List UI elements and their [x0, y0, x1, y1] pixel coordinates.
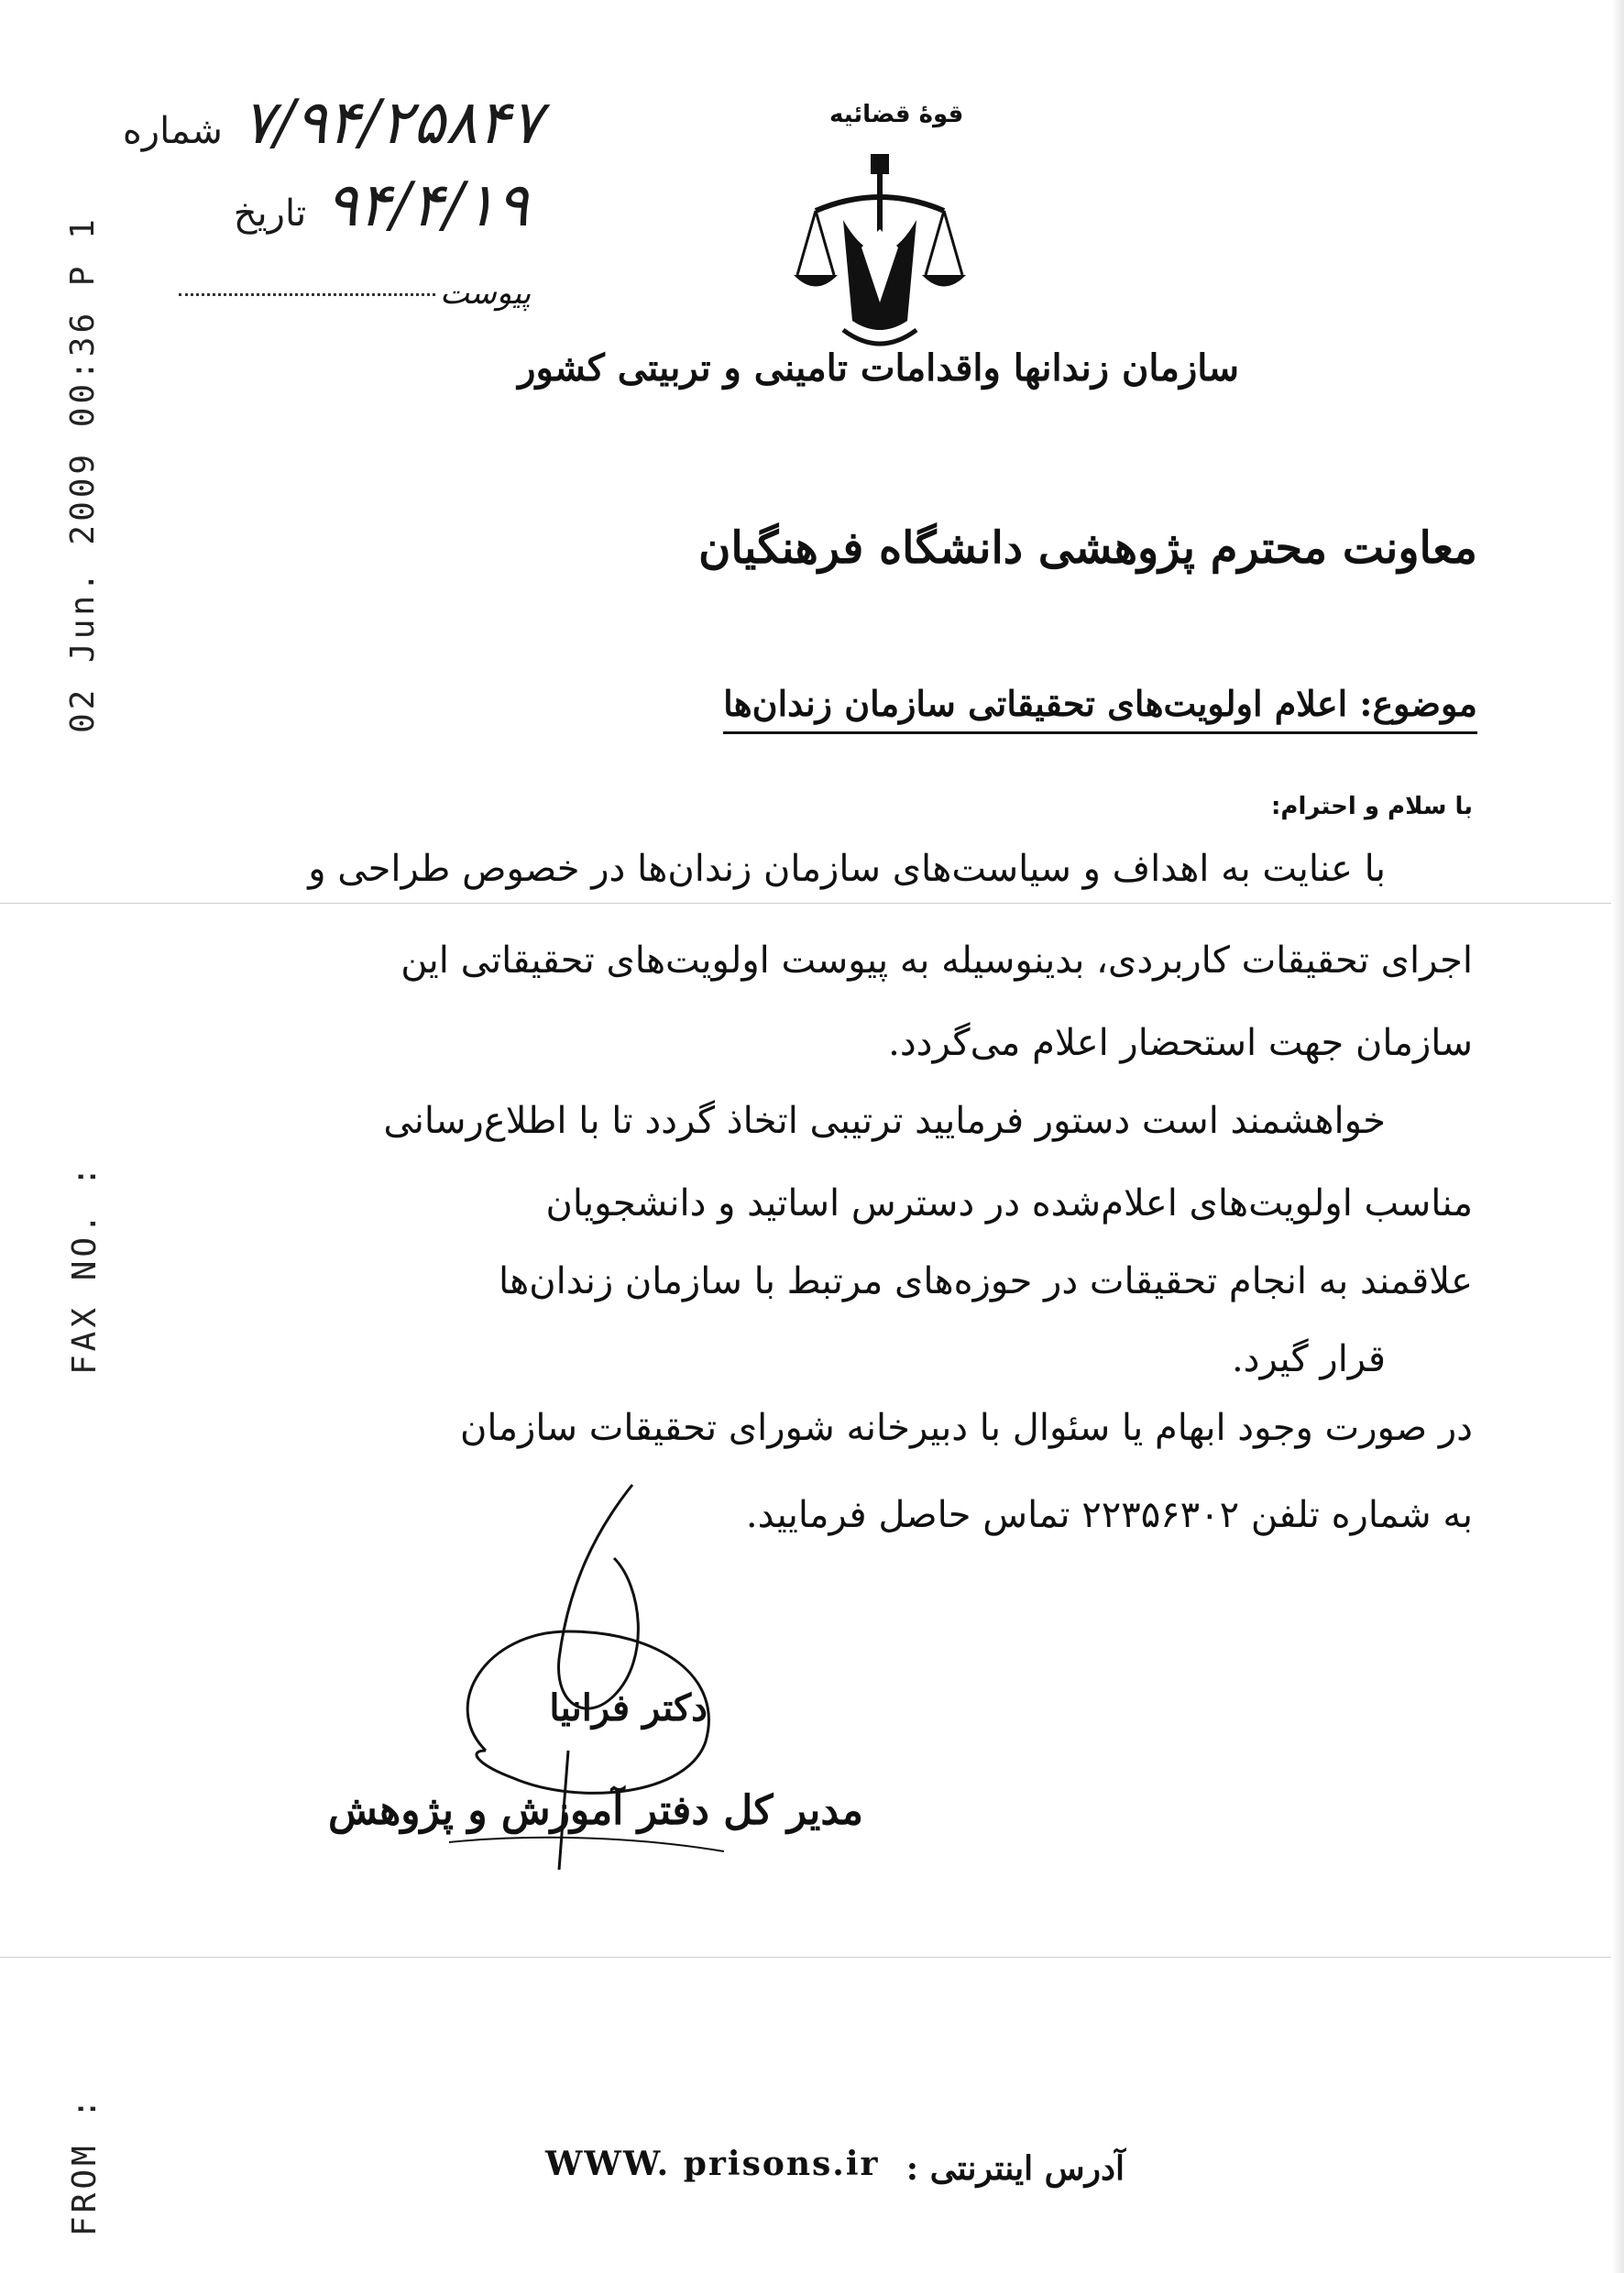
judiciary-title: قوهٔ قضائیه: [829, 101, 964, 128]
fax-fold-line: [0, 903, 1624, 904]
letter-number-value: ۷/۹۴/۲۵۸۴۷: [241, 87, 543, 158]
recipient: معاونت محترم پژوهشی دانشگاه فرهنگیان: [698, 522, 1477, 574]
body-line: با عنایت به اهداف و سیاست‌های سازمان زندان‌ها در خصوص طراحی و: [308, 848, 1386, 890]
body-line: در صورت وجود ابهام یا سئوال با دبیرخانه شورای تحقیقات سازمان: [460, 1407, 1473, 1449]
letter-number: [123, 87, 543, 158]
body-line: قرار گیرد.: [1231, 1338, 1386, 1380]
judiciary-scales-emblem-icon: [788, 147, 971, 357]
website-url: WWW. prisons.ir: [545, 2145, 880, 2183]
website-label: آدرس اینترنتی :: [905, 2149, 1125, 2188]
letter-date: [234, 170, 529, 240]
body-line: مناسب اولویت‌های اعلام‌شده در دسترس اساتید و دانشجویان: [545, 1182, 1473, 1224]
fax-timestamp: 02 Jun. 2009 00:36 P 1: [64, 215, 102, 733]
fax-number-label: FAX NO. :: [66, 1162, 104, 1375]
body-line: علاقمند به انجام تحقیقات در حوزه‌های مرتبط با سازمان زندان‌ها: [498, 1260, 1473, 1302]
body-line: سازمان جهت استحضار اعلام می‌گردد.: [888, 1022, 1473, 1064]
fax-fold-line: [0, 1957, 1624, 1958]
body-line: خواهشمند است دستور فرمایید ترتیبی اتخاذ گردد تا با اطلاع‌رسانی: [383, 1100, 1386, 1142]
greeting: با سلام و احترام:: [1270, 793, 1473, 820]
signer-name: دکتر فرانیا: [549, 1686, 708, 1729]
body-line: اجرای تحقیقات کاربردی، بدینوسیله به پیوست اولویت‌های تحقیقاتی این: [401, 939, 1473, 982]
attachment-dotted-line: [179, 293, 435, 296]
paper-edge: [1611, 0, 1624, 2273]
letter-date-value: ۹۴/۴/۱۹: [325, 170, 529, 240]
signer-title: مدیر کل دفتر آموزش و پژوهش: [327, 1787, 863, 1834]
letter-date-label: تاریخ: [233, 192, 307, 235]
attachment-label: پیوست: [440, 275, 532, 312]
organization-name: سازمان زندانها واقدامات تامینی و تربیتی کشور: [518, 346, 1239, 390]
fax-from-label: FROM :: [66, 2094, 104, 2236]
letter-number-label: شماره: [122, 110, 223, 152]
subject-line: موضوع: اعلام اولویت‌های تحقیقاتی سازمان زندان‌ها: [723, 683, 1477, 734]
body-line: به شماره تلفن ۲۲۳۵۶۳۰۲ تماس حاصل فرمایید.: [745, 1494, 1473, 1536]
